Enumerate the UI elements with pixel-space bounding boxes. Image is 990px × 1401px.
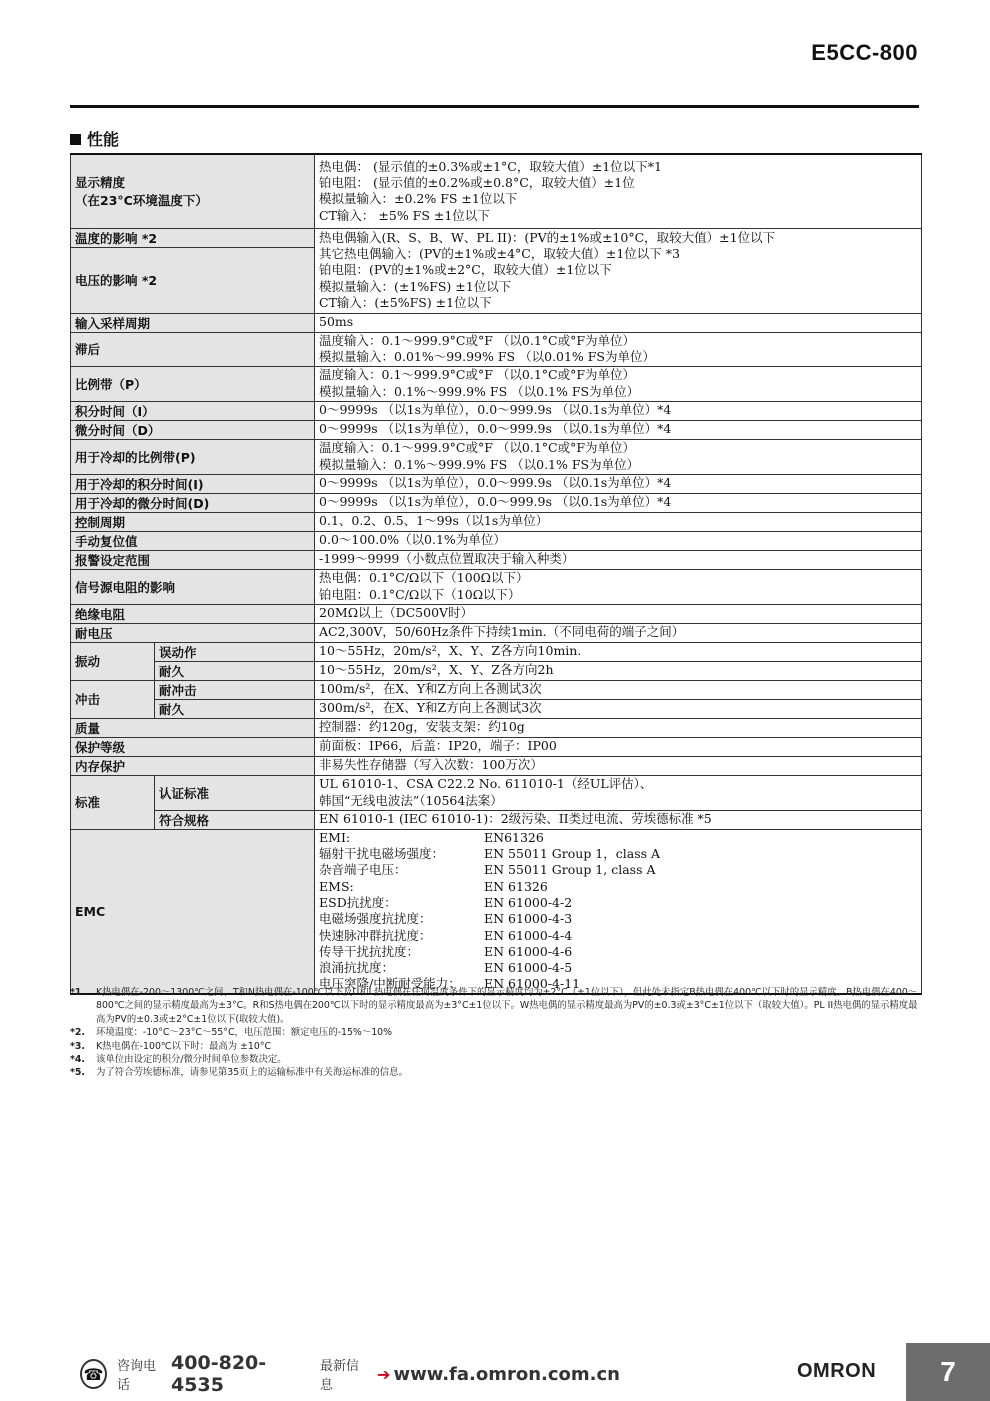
table-row (71, 775, 922, 810)
row-value-sampling: 50ms (315, 313, 922, 332)
footnote: *1. K热电偶在-200～1300℃之间、T和N热电偶在-100℃以下及U和L热电偶在任何温度条件下的显示精度均为±2°C（±1位以下），但此处未指定B热电偶在400℃以下时的显示精度。B热电偶在400～800℃之间的显示精度最高为±3°C。R和S热电偶在200℃以下时的显示精度最高为±3°C±1位以下。W热电偶的显示精度最高为PV的±0.3或±3°C±1位以下（取较大值）。PL II热电偶的显示精度最高为PV的±0.3或±2°C±1位以下(取较大值)。 (70, 987, 918, 1025)
row-value-control-period: 0.1、0.2、0.5、1～99s（以1s为单位） (315, 512, 922, 531)
news-label: 最新信息 (320, 1359, 360, 1393)
square-bullet-icon (70, 134, 81, 145)
footnote: *4. 该单位由设定的积分/微分时间单位参数决定。 (70, 1054, 287, 1066)
row-value-dielectric: AC2,300V，50/60Hz条件下持续1min.（不同电荷的端子之间） (315, 623, 922, 642)
row-value-emc: EMI: EN61326 辐射干扰电磁场强度： EN 55011 Group 1，class A 杂音端子电压： EN 55011 Group 1, class A EMS: EN 61326 ESD抗扰度： EN 61000-4-2 电磁场强度抗扰度： EN 61000-4-3 快速脉冲群抗扰度： EN 61000-4-4 传导干扰抗扰度： EN 61000-4-6 浪涌抗扰度： EN 61000-4-5 电压突降/中断耐受能力： EN 61000-4-11 (315, 829, 922, 994)
page-footer (80, 1352, 620, 1396)
row-sublabel-vibration-durability: 耐久 (155, 661, 315, 680)
row-value-derivative: 0～9999s （以1s为单位），0.0～999.9s （以0.1s为单位）*4 (315, 420, 922, 439)
row-label-derivative: 微分时间（D） (71, 420, 315, 439)
row-value-conformity: EN 61010-1 (IEC 61010-1)：2级污染、II类过电流、劳埃德标准 *5 (315, 810, 922, 829)
page-number: 7 (906, 1343, 990, 1401)
omron-logo: OMRON (797, 1360, 877, 1382)
row-label-shock: 冲击 (71, 680, 155, 718)
row-label-dielectric: 耐电压 (71, 623, 315, 642)
row-value-hysteresis: 温度输入：0.1～999.9°C或°F （以0.1°C或°F为单位） 模拟量输入：0.01%～99.99% FS （以0.01% FS为单位） (315, 332, 922, 366)
row-label-insulation: 绝缘电阻 (71, 604, 315, 623)
row-value-manual-reset: 0.0～100.0%（以0.1%为单位） (315, 531, 922, 550)
table-row (71, 366, 922, 401)
row-value-alarm-range: -1999～9999（小数点位置取决于输入种类） (315, 550, 922, 569)
row-value-shock-durability: 300m/s²，在X、Y和Z方向上各测试3次 (315, 699, 922, 718)
table-row (71, 493, 922, 512)
row-value-accuracy: 热电偶： (显示值的±0.3%或±1°C，取较大值）±1位以下*1 铂电阻： (显示值的±0.2%或±0.8°C，取较大值）±1位 模拟量输入：±0.2% FS ±1位以下 CT输入： ±5% FS ±1位以下 (315, 154, 922, 228)
row-label-cool-prop: 用于冷却的比例带(P) (71, 439, 315, 474)
row-label-control-period: 控制周期 (71, 512, 315, 531)
table-row (71, 313, 922, 332)
table-row (71, 569, 922, 604)
table-row (71, 420, 922, 439)
row-value-weight: 控制器：约120g，安装支架：约10g (315, 718, 922, 737)
table-row (71, 829, 922, 994)
row-value-cool-integral: 0～9999s （以1s为单位），0.0～999.9s （以0.1s为单位）*4 (315, 474, 922, 493)
row-label-cool-derivative: 用于冷却的微分时间(D) (71, 493, 315, 512)
table-row (71, 642, 922, 661)
table-row (71, 401, 922, 420)
row-sublabel-conformity: 符合规格 (155, 810, 315, 829)
website-link[interactable]: www.fa.omron.com.cn (393, 1363, 620, 1385)
table-row (71, 756, 922, 775)
table-row (71, 474, 922, 493)
row-label-temp-influence: 温度的影响 *2 (71, 228, 315, 247)
table-row (71, 512, 922, 531)
row-value-prop-band: 温度输入：0.1～999.9°C或°F （以0.1°C或°F为单位） 模拟量输入：0.1%～999.9% FS （以0.1% FS为单位） (315, 366, 922, 401)
row-label-standards: 标准 (71, 775, 155, 829)
row-value-source-resistance: 热电偶：0.1°C/Ω以下（100Ω以下） 铂电阻：0.1°C/Ω以下（10Ω以下） (315, 569, 922, 604)
table-row (71, 604, 922, 623)
table-row (71, 810, 922, 829)
row-value-cool-derivative: 0～9999s （以1s为单位），0.0～999.9s （以0.1s为单位）*4 (315, 493, 922, 512)
row-label-emc: EMC (71, 829, 315, 994)
row-label-vibration: 振动 (71, 642, 155, 680)
row-sublabel-certification: 认证标准 (155, 775, 315, 810)
model-title: E5CC-800 (811, 40, 918, 65)
row-label-integral: 积分时间（I） (71, 401, 315, 420)
row-label-volt-influence: 电压的影响 *2 (71, 247, 315, 313)
row-sublabel-vibration-malfunction: 误动作 (155, 642, 315, 661)
row-label-protection: 保护等级 (71, 737, 315, 756)
row-label-sampling: 输入采样周期 (71, 313, 315, 332)
table-row (71, 737, 922, 756)
table-row (71, 531, 922, 550)
row-sublabel-shock-resistance: 耐冲击 (155, 680, 315, 699)
row-label-source-resistance: 信号源电阻的影响 (71, 569, 315, 604)
spec-table (70, 153, 922, 995)
footnotes (70, 986, 922, 1080)
row-value-memory: 非易失性存储器（写入次数：100万次） (315, 756, 922, 775)
table-row (71, 623, 922, 642)
table-row (71, 718, 922, 737)
row-label-cool-integral: 用于冷却的积分时间(I) (71, 474, 315, 493)
row-value-protection: 前面板：IP66，后盖：IP20，端子：IP00 (315, 737, 922, 756)
row-label-alarm-range: 报警设定范围 (71, 550, 315, 569)
row-sublabel-shock-durability: 耐久 (155, 699, 315, 718)
header-rule (70, 105, 919, 108)
table-row (71, 699, 922, 718)
row-value-certification: UL 61010-1、CSA C22.2 No. 611010-1（经UL评估）、 韩国“无线电波法”（10564法案） (315, 775, 922, 810)
row-label-memory: 内存保护 (71, 756, 315, 775)
row-value-vibration-durability: 10～55Hz，20m/s²，X、Y、Z各方向2h (315, 661, 922, 680)
section-title: 性能 (70, 127, 119, 150)
row-value-vibration-malfunction: 10～55Hz，20m/s²，X、Y、Z各方向10min. (315, 642, 922, 661)
footnote: *5. 为了符合劳埃德标准，请参见第35页上的运输标准中有关海运标准的信息。 (70, 1067, 408, 1079)
table-row (71, 550, 922, 569)
row-label-prop-band: 比例带（P） (71, 366, 315, 401)
row-value-cool-prop: 温度输入：0.1～999.9°C或°F （以0.1°C或°F为单位） 模拟量输入：0.1%～999.9% FS （以0.1% FS为单位） (315, 439, 922, 474)
table-row (71, 154, 922, 228)
row-label-accuracy: 显示精度 （在23°C环境温度下） (71, 154, 315, 228)
row-label-weight: 质量 (71, 718, 315, 737)
table-row (71, 439, 922, 474)
row-value-insulation: 20MΩ以上（DC500V时） (315, 604, 922, 623)
row-label-manual-reset: 手动复位值 (71, 531, 315, 550)
row-label-hysteresis: 滞后 (71, 332, 315, 366)
table-row (71, 332, 922, 366)
table-row (71, 680, 922, 699)
row-value-shock-resistance: 100m/s²，在X、Y和Z方向上各测试3次 (315, 680, 922, 699)
hotline-label: 咨询电话 (117, 1359, 157, 1393)
row-value-integral: 0～9999s （以1s为单位），0.0～999.9s （以0.1s为单位）*4 (315, 401, 922, 420)
table-row (71, 228, 922, 247)
arrow-right-icon: ➔ (377, 1364, 391, 1384)
row-value-influence: 热电偶输入(R、S、B、W、PL II)：(PV的±1%或±10°C，取较大值）±1位以下 其它热电偶输入：(PV的±1%或±4°C，取较大值）±1位以下 *3 铂电阻：(PV的±1%或±2°C，取较大值）±1位以下 模拟量输入：(±1%FS) ±1位以下 CT输入：(±5%FS) ±1位以下 (315, 228, 922, 313)
footnote: *2. 环境温度：-10°C～23°C～55°C，电压范围：额定电压的-15%～10% (70, 1027, 393, 1039)
phone-icon: ☎ (80, 1359, 107, 1389)
hotline-number: 400-820-4535 (171, 1352, 267, 1396)
table-row (71, 661, 922, 680)
footnote: *3. K热电偶在-100℃以下时：最高为 ±10°C (70, 1040, 272, 1052)
